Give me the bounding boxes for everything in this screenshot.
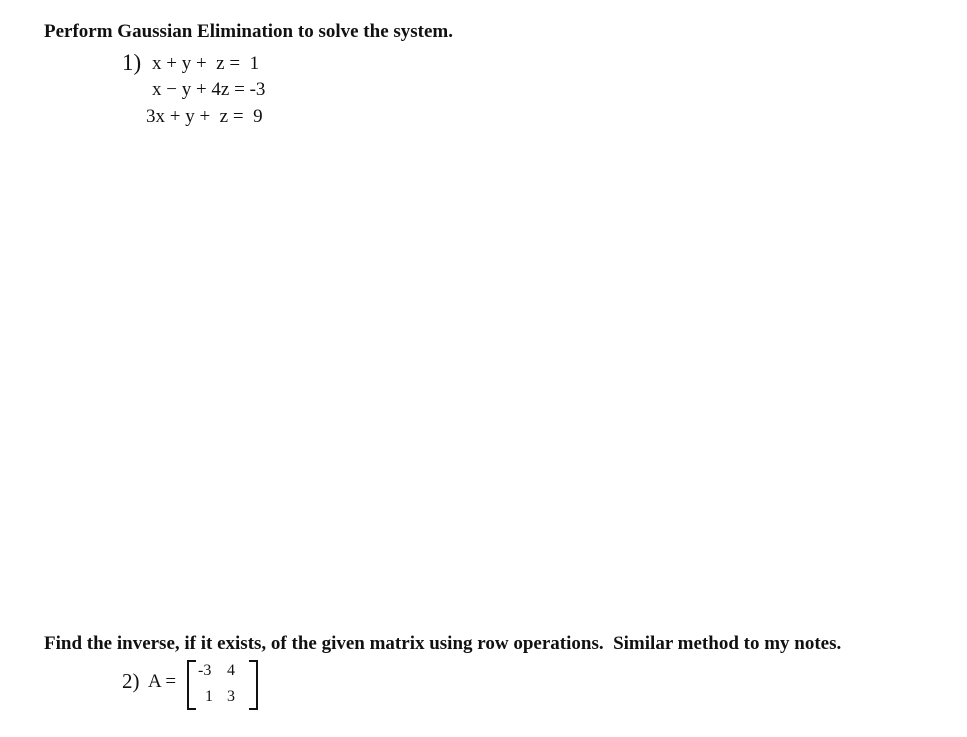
left-bracket xyxy=(187,660,196,710)
matrix-label: A = xyxy=(148,671,177,692)
equation-1: x + y + z = 1 xyxy=(152,53,260,74)
problem-1-number: 1) xyxy=(122,50,142,75)
section2-heading: Find the inverse, if it exists, of the given matrix using row operations. Similar method to my notes. xyxy=(44,633,842,654)
section1-heading: Perform Gaussian Elimination to solve the system. xyxy=(44,21,454,42)
equation-3: 3x + y + z = 9 xyxy=(146,106,263,127)
matrix-cell: -3 xyxy=(198,662,212,679)
matrix-cell: 3 xyxy=(227,688,235,705)
right-bracket xyxy=(249,660,258,710)
equation-2: x − y + 4z = -3 xyxy=(152,79,266,100)
problem-2-number: 2) xyxy=(122,669,140,693)
matrix-cell: 4 xyxy=(227,662,235,679)
matrix-cell: 1 xyxy=(205,688,213,705)
